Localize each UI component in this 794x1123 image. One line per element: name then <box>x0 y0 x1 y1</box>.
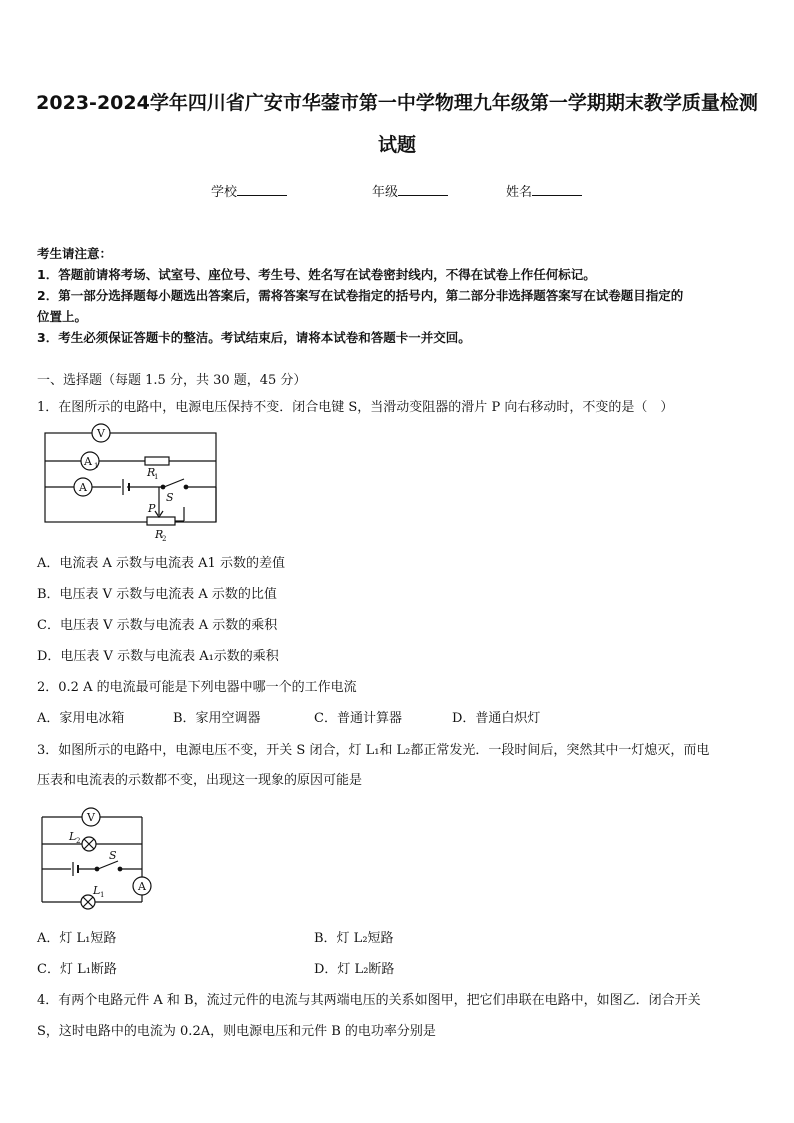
page-title: 2023-2024学年四川省广安市华蓥市第一中学物理九年级第一学期期末教学质量检测 <box>36 92 758 114</box>
ammeter-a1-sub: 1 <box>94 462 99 470</box>
q3-option-c: C．灯 L₁断路 <box>37 962 117 977</box>
section-heading: 一、选择题（每题 1.5 分，共 30 题，45 分） <box>37 373 307 388</box>
notice-item: 2．第一部分选择题每小题选出答案后，需将答案写在试卷指定的括号内，第二部分非选择题答案写在试卷题目指定的 <box>37 288 684 303</box>
page-title-line2: 试题 <box>377 134 416 156</box>
ammeter-label: A <box>138 880 146 893</box>
ammeter-a-label: A <box>79 481 87 494</box>
q4-stem: 4．有两个电路元件 A 和 B，流过元件的电流与其两端电压的关系如图甲，把它们串联在电路中，如图乙．闭合开关 <box>37 993 701 1008</box>
name-field: 姓名 <box>506 181 582 200</box>
q2-option-b: B．家用空调器 <box>173 711 261 726</box>
l2-sub: 2 <box>76 837 81 845</box>
ammeter-a1-label: A <box>84 455 92 468</box>
q1-option-d: D．电压表 V 示数与电流表 A₁示数的乘积 <box>37 649 279 664</box>
voltmeter-label: V <box>87 811 95 824</box>
l2-label: L <box>69 830 77 843</box>
switch-s-label: S <box>109 849 117 862</box>
l1-sub: 1 <box>100 891 105 899</box>
q2-option-a: A．家用电冰箱 <box>37 711 125 726</box>
notice-item: 位置上。 <box>37 309 88 324</box>
q2-option-c: C．普通计算器 <box>314 711 402 726</box>
q1-option-b: B．电压表 V 示数与电流表 A 示数的比值 <box>37 587 277 602</box>
q1-option-c: C．电压表 V 示数与电流表 A 示数的乘积 <box>37 618 278 633</box>
school-field: 学校 <box>211 181 287 200</box>
q1-circuit-diagram <box>38 421 223 543</box>
q1-option-a: A．电流表 A 示数与电流表 A1 示数的差值 <box>37 556 285 571</box>
q4-stem-line2: S，这时电路中的电流为 0.2A，则电源电压和元件 B 的电功率分别是 <box>37 1024 436 1039</box>
r1-label: R <box>147 466 156 479</box>
q3-option-d: D．灯 L₂断路 <box>314 962 395 977</box>
q3-stem: 3．如图所示的电路中，电源电压不变，开关 S 闭合，灯 L₁和 L₂都正常发光．一段时间后，突然其中一灯熄灭，而电 <box>37 743 710 758</box>
slider-p-label: P <box>148 502 156 515</box>
q2-stem: 2．0.2 A 的电流最可能是下列电器中哪一个的工作电流 <box>37 680 357 695</box>
q3-circuit-diagram <box>36 804 161 912</box>
q3-option-a: A．灯 L₁短路 <box>37 931 117 946</box>
r2-sub: 2 <box>162 535 167 543</box>
q2-option-d: D．普通白炽灯 <box>452 711 541 726</box>
r2-label: R <box>155 528 164 541</box>
notice-item: 3．考生必须保证答题卡的整洁。考试结束后，请将本试卷和答题卡一并交回。 <box>37 330 471 345</box>
notice-item: 1．答题前请将考场、试室号、座位号、考生号、姓名写在试卷密封线内，不得在试卷上作任何标记。 <box>37 267 596 282</box>
q3-stem-line2: 压表和电流表的示数都不变，出现这一现象的原因可能是 <box>37 773 363 788</box>
grade-field: 年级 <box>372 181 448 200</box>
voltmeter-label: V <box>97 427 105 440</box>
q1-stem: 1．在图所示的电路中，电源电压保持不变．闭合电键 S，当滑动变阻器的滑片 P 向右移动时，不变的是（ ） <box>37 400 674 415</box>
q3-option-b: B．灯 L₂短路 <box>314 931 394 946</box>
notice-heading: 考生请注意： <box>37 246 113 261</box>
r1-sub: 1 <box>154 473 159 481</box>
switch-s-label: S <box>166 491 174 504</box>
l1-label: L <box>93 884 101 897</box>
